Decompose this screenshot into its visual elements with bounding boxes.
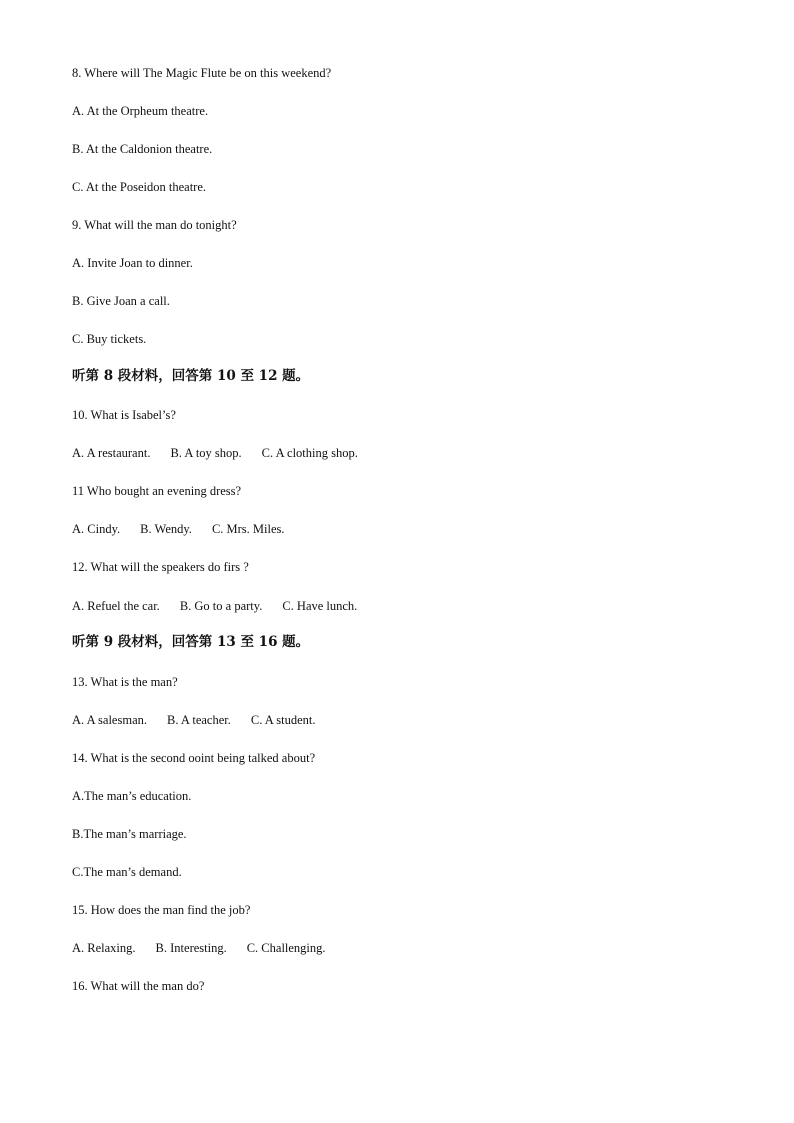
question-14-option-c: C.The man’s demand.: [72, 865, 182, 879]
question-9-option-c: C. Buy tickets.: [72, 332, 147, 346]
question-14-option-b: B.The man’s marriage.: [72, 827, 187, 841]
question-8-option-a: A. At the Orpheum theatre.: [72, 104, 209, 118]
section-heading-8: 听第 8 段材料，回答第 10 至 12 题。: [72, 368, 310, 384]
question-8: 8. Where will The Magic Flute be on this weekend?: [72, 66, 332, 80]
question-13: 13. What is the man?: [72, 675, 178, 689]
question-15: 15. How does the man find the job?: [72, 903, 251, 917]
question-14: 14. What is the second ooint being talked about?: [72, 751, 316, 765]
question-16: 16. What will the man do?: [72, 979, 205, 993]
question-14-option-a: A.The man’s education.: [72, 789, 192, 803]
question-8-option-c: C. At the Poseidon theatre.: [72, 180, 207, 194]
question-13-options: [72, 712, 315, 728]
option-a: A. A salesman.: [72, 713, 147, 727]
question-11-options: [72, 521, 285, 537]
option-a: A. Relaxing.: [72, 941, 136, 955]
question-12-options: [72, 598, 357, 614]
option-a: A. A restaurant.: [72, 446, 151, 460]
option-b: B. Interesting.: [155, 941, 227, 955]
option-b: B. A teacher.: [167, 713, 231, 727]
question-9: 9. What will the man do tonight?: [72, 218, 237, 232]
option-a: A. Refuel the car.: [72, 599, 160, 613]
question-11: 11 Who bought an evening dress?: [72, 484, 242, 498]
question-15-options: [72, 940, 326, 956]
option-c: C. Have lunch.: [282, 599, 358, 613]
option-c: C. A student.: [250, 713, 316, 727]
section-heading-9: 听第 9 段材料，回答第 13 至 16 题。: [72, 634, 310, 650]
question-12: 12. What will the speakers do firs ?: [72, 560, 249, 574]
option-b: B. Wendy.: [140, 522, 192, 536]
question-10-options: [72, 445, 358, 461]
option-c: C. A clothing shop.: [261, 446, 358, 460]
option-a: A. Cindy.: [72, 522, 121, 536]
question-10: 10. What is Isabel’s?: [72, 408, 176, 422]
question-9-option-a: A. Invite Joan to dinner.: [72, 256, 193, 270]
option-c: C. Mrs. Miles.: [211, 522, 285, 536]
option-b: B. Go to a party.: [179, 599, 263, 613]
question-8-option-b: B. At the Caldonion theatre.: [72, 142, 213, 156]
option-b: B. A toy shop.: [170, 446, 242, 460]
question-9-option-b: B. Give Joan a call.: [72, 294, 170, 308]
option-c: C. Challenging.: [246, 941, 326, 955]
